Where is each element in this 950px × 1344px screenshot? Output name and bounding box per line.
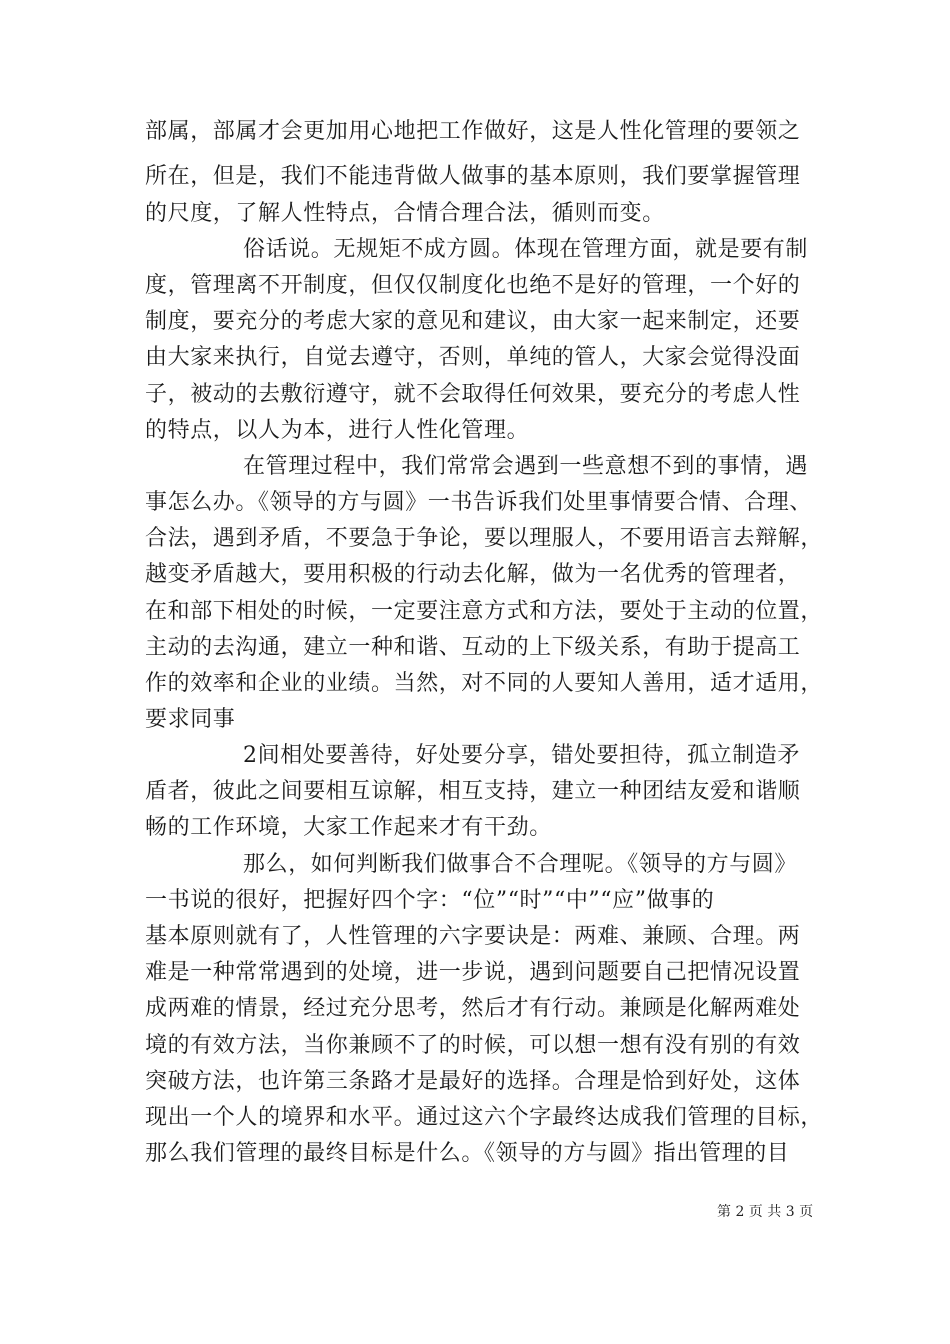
text-line: 在和部下相处的时候，一定要注意方式和方法，要处于主动的位置，	[145, 599, 824, 624]
paragraph-start-line: 那么，如何判断我们做事合不合理呢。《领导的方与圆》	[243, 852, 798, 877]
paragraph-start-line: 在管理过程中，我们常常会遇到一些意想不到的事情，遇	[243, 454, 809, 479]
text-line: 度，管理离不开制度，但仅仅制度化也绝不是好的管理，一个好的	[145, 273, 801, 298]
text-line: 部属，部属才会更加用心地把工作做好，这是人性化管理的要领之	[145, 119, 801, 144]
text-line: 由大家来执行，自觉去遵守，否则，单纯的管人，大家会觉得没面	[145, 345, 801, 370]
text-line: 主动的去沟通，建立一种和谐、互动的上下级关系，有助于提高工	[145, 635, 801, 660]
page-number: 第 2 页 共 3 页	[717, 1204, 814, 1220]
text-line: 成两难的情景，经过充分思考，然后才有行动。兼顾是化解两难处	[145, 996, 801, 1021]
paragraph-start-line: 俗话说。无规矩不成方圆。体现在管理方面，就是要有制	[243, 237, 809, 262]
text-line: 子，被动的去敷衍遵守，就不会取得任何效果，要充分的考虑人性	[145, 382, 801, 407]
text-line: 作的效率和企业的业绩。当然，对不同的人要知人善用，适才适用，	[145, 671, 824, 696]
text-line: 的特点，以人为本，进行人性化管理。	[145, 418, 530, 443]
text-line: 基本原则就有了，人性管理的六字要诀是：两难、兼顾、合理。两	[145, 924, 801, 949]
text-line: 现出一个人的境界和水平。通过这六个字最终达成我们管理的目标，	[145, 1105, 824, 1130]
text-line: 所在，但是，我们不能违背做人做事的基本原则，我们要掌握管理	[145, 164, 801, 189]
text-line: 境的有效方法，当你兼顾不了的时候，可以想一想有没有别的有效	[145, 1033, 801, 1058]
text-line: 突破方法，也许第三条路才是最好的选择。合理是恰到好处，这体	[145, 1069, 801, 1094]
text-line: 合法，遇到矛盾，不要急于争论，要以理服人，不要用语言去辩解，	[145, 526, 824, 551]
text-line: 的尺度，了解人性特点，合情合理合法，循则而变。	[145, 201, 665, 226]
text-line: 难是一种常常遇到的处境，进一步说，遇到问题要自己把情况设置	[145, 960, 801, 985]
paragraph-start-line: 2间相处要善待，好处要分享，错处要担待，孤立制造矛	[243, 743, 800, 768]
text-line: 事怎么办。《领导的方与圆》一书告诉我们处里事情要合情、合理、	[145, 490, 813, 515]
text-line: 畅的工作环境，大家工作起来才有干劲。	[145, 815, 552, 840]
text-line: 盾者，彼此之间要相互谅解，相互支持，建立一种团结友爱和谐顺	[145, 779, 801, 804]
text-line: 越变矛盾越大，要用积极的行动去化解，做为一名优秀的管理者，	[145, 562, 801, 587]
text-line: 那么我们管理的最终目标是什么。《领导的方与圆》指出管理的目	[145, 1141, 790, 1166]
text-line: 要求同事	[145, 707, 236, 732]
text-line: 制度，要充分的考虑大家的意见和建议，由大家一起来制定，还要	[145, 309, 801, 334]
text-line: 一书说的很好，把握好四个字：“位”“时”“中”“应”做事的	[145, 888, 715, 913]
